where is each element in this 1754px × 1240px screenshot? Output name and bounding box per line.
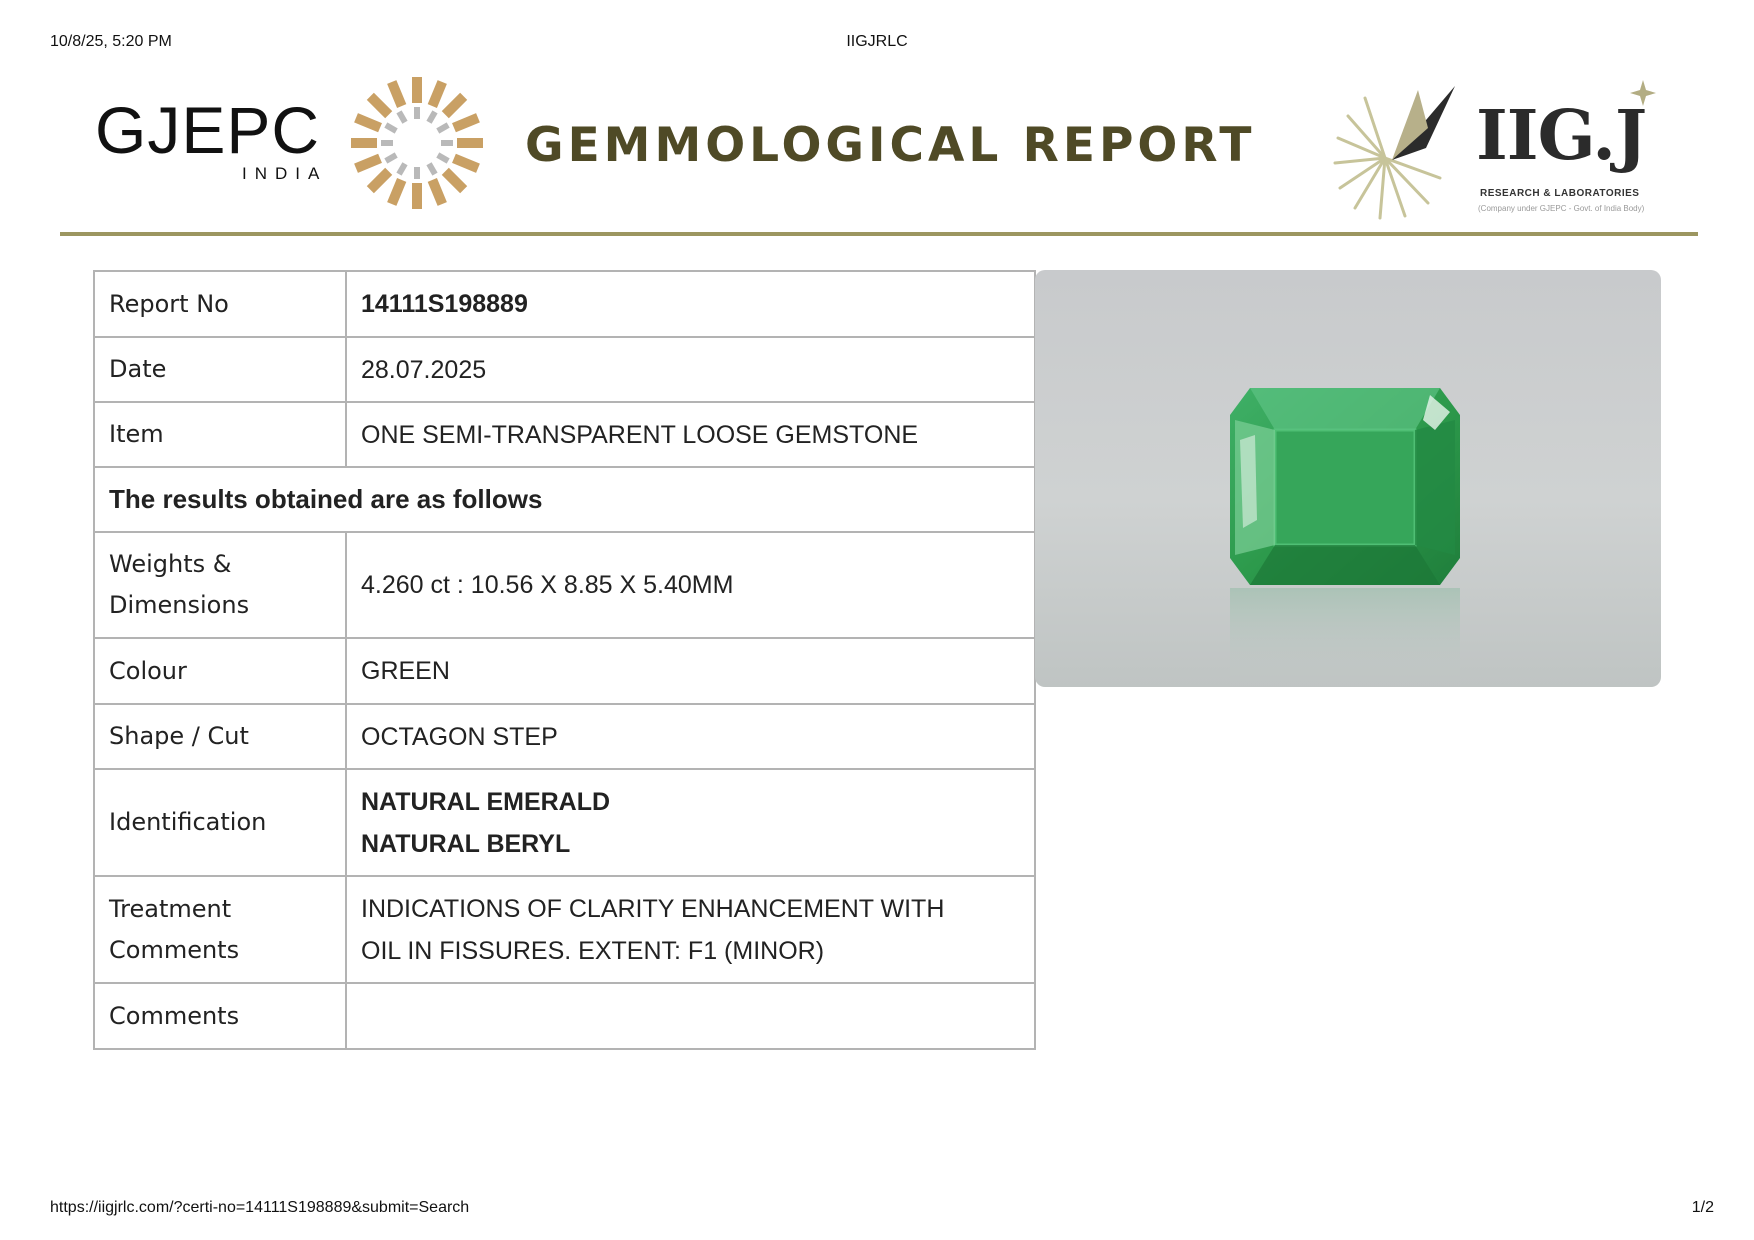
label-identification: Identification: [94, 769, 346, 876]
gjepc-logo-sub: INDIA: [242, 164, 328, 183]
emerald-image: [1035, 270, 1661, 687]
value-identification: [346, 769, 1035, 876]
header-divider: [60, 232, 1698, 236]
report-table: [93, 270, 1036, 1050]
table-row-treatment: [94, 876, 1035, 983]
value-treatment-line1: INDICATIONS OF CLARITY ENHANCEMENT WITH: [361, 894, 945, 923]
starburst-icon: [1330, 78, 1480, 223]
table-row-item: [94, 402, 1035, 467]
label-item: Item: [94, 402, 346, 467]
value-identification-line1: NATURAL EMERALD: [361, 787, 611, 816]
iigj-logo-sub: RESEARCH & LABORATORIES: [1480, 188, 1640, 199]
iigj-logo-tagline: (Company under GJEPC - Govt. of India Body): [1478, 204, 1645, 213]
iigj-logo: [1330, 78, 1670, 223]
gjepc-sun-icon: [350, 76, 485, 211]
label-weights-line1: Weights &: [109, 550, 232, 578]
page-url[interactable]: https://iigjrlc.com/?certi-no=14111S198889&submit=Search: [50, 1199, 470, 1216]
value-shape: OCTAGON STEP: [346, 704, 1035, 769]
label-weights-line2: Dimensions: [109, 591, 250, 619]
label-colour: Colour: [94, 638, 346, 704]
table-row-comments: [94, 983, 1035, 1049]
value-colour: GREEN: [346, 638, 1035, 704]
label-treatment-line1: Treatment: [109, 894, 232, 923]
gjepc-logo: [95, 76, 495, 211]
value-item: ONE SEMI-TRANSPARENT LOOSE GEMSTONE: [346, 402, 1035, 467]
value-weights: 4.260 ct : 10.56 X 8.85 X 5.40MM: [346, 532, 1035, 638]
value-treatment-line2: OIL IN FISSURES. EXTENT: F1 (MINOR): [361, 936, 825, 965]
report-title: GEMMOLOGICAL REPORT: [525, 118, 1256, 173]
value-comments: [346, 983, 1035, 1049]
value-identification-line2: NATURAL BERYL: [361, 829, 571, 858]
label-comments: Comments: [94, 983, 346, 1049]
value-report-no: 14111S198889: [346, 271, 1035, 337]
label-report-no: Report No: [94, 271, 346, 337]
print-datetime: 10/8/25, 5:20 PM: [50, 33, 172, 50]
page-number: 1/2: [1691, 1199, 1714, 1216]
table-row-shape: [94, 704, 1035, 769]
label-weights: [94, 532, 346, 638]
label-treatment-line2: Comments: [109, 935, 240, 964]
label-date: Date: [94, 337, 346, 402]
value-treatment: [346, 876, 1035, 983]
table-row-report-no: [94, 271, 1035, 337]
iigj-logo-word: IIG.J: [1476, 96, 1647, 176]
table-row-colour: [94, 638, 1035, 704]
table-row-identification: [94, 769, 1035, 876]
print-page-title: IIGJRLC: [846, 33, 908, 50]
label-shape: Shape / Cut: [94, 704, 346, 769]
table-row-date: [94, 337, 1035, 402]
value-date: 28.07.2025: [346, 337, 1035, 402]
gemstone-photo: [1035, 270, 1661, 687]
label-treatment: [94, 876, 346, 983]
table-row-results-heading: [94, 467, 1035, 532]
gjepc-logo-word: GJEPC: [95, 93, 321, 167]
table-row-weights: [94, 532, 1035, 638]
results-heading: The results obtained are as follows: [94, 467, 1035, 532]
